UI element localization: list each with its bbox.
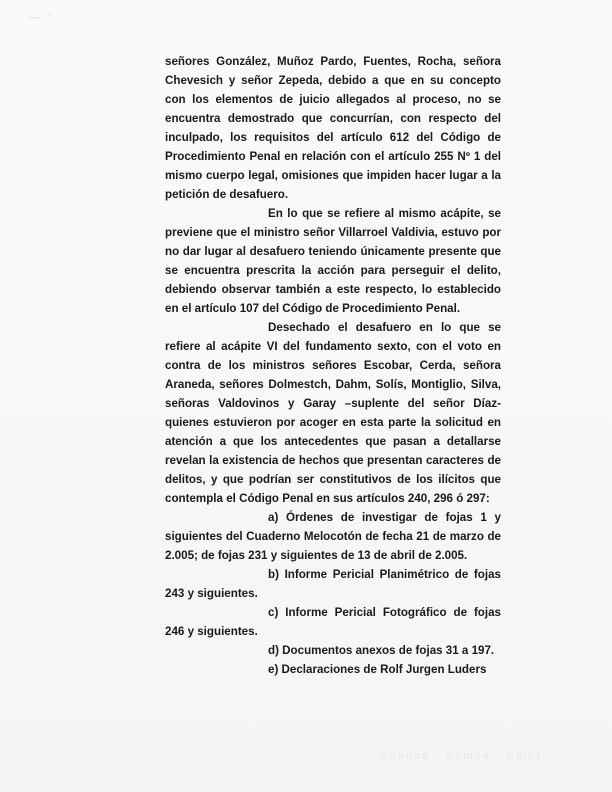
list-item-c: c) Informe Pericial Fotográfico de fojas 246 y siguientes. [165, 606, 501, 638]
paragraph-2: En lo que se refiere al mismo acápite, se previene que el ministro señor Villarroel Valdivia, estuvo por no dar lugar al desafuero teniendo únicamente presente que se encuentra prescrita la acción para perseguir el delito, debiendo observar también a este respecto, lo establecido en el artículo 107 del Código de Procedimiento Penal. [165, 207, 501, 315]
paragraph-1: señores González, Muñoz Pardo, Fuentes, Rocha, señora Chevesich y señor Zepeda, debido a que en su concepto con los elementos de juicio allegados al proceso, no se encuentra demostrado que concurrían, con respecto del inculpado, los requisitos del artículo 612 del Código de Procedimiento Penal en relación con el artículo 255 Nº 1 del mismo cuerpo legal, omisiones que impiden hacer lugar a la petición de desafuero. [165, 55, 501, 201]
list-item-b: b) Informe Pericial Planimétrico de fojas 243 y siguientes. [165, 568, 501, 600]
faded-footer-text: Shanaa - Samoa - Saint… [380, 750, 555, 762]
list-item-d: d) Documentos anexos de fojas 31 a 197. [268, 644, 495, 657]
paragraph-3: Desechado el desafuero en lo que se refiere al acápite VI del fundamento sexto, con el voto en contra de los ministros señores Escobar, Cerda, señora Araneda, señores Dolmestch, Dahm, Solís, Montiglio, Silva, señoras Valdovinos y Garay –suplente del señor Díaz- quienes estuvieron por acoger en esta parte la solicitud en atención a que los antecedentes que pasan a detallarse revelan la existencia de hechos que presentan caracteres de delitos, y que podrían ser constitutivos de los ilícitos que contempla el Código Penal en sus artículos 240, 296 ó 297: [165, 321, 501, 505]
document-body [165, 52, 501, 679]
list-item-a: a) Órdenes de investigar de fojas 1 y siguientes del Cuaderno Melocotón de fecha 21 de marzo de 2.005; de fojas 231 y siguientes de 13 de abril de 2.005. [165, 511, 501, 562]
page-corner-mark: · —· ·̄ [22, 12, 51, 22]
list-item-e: e) Declaraciones de Rolf Jurgen Luders [268, 663, 487, 676]
